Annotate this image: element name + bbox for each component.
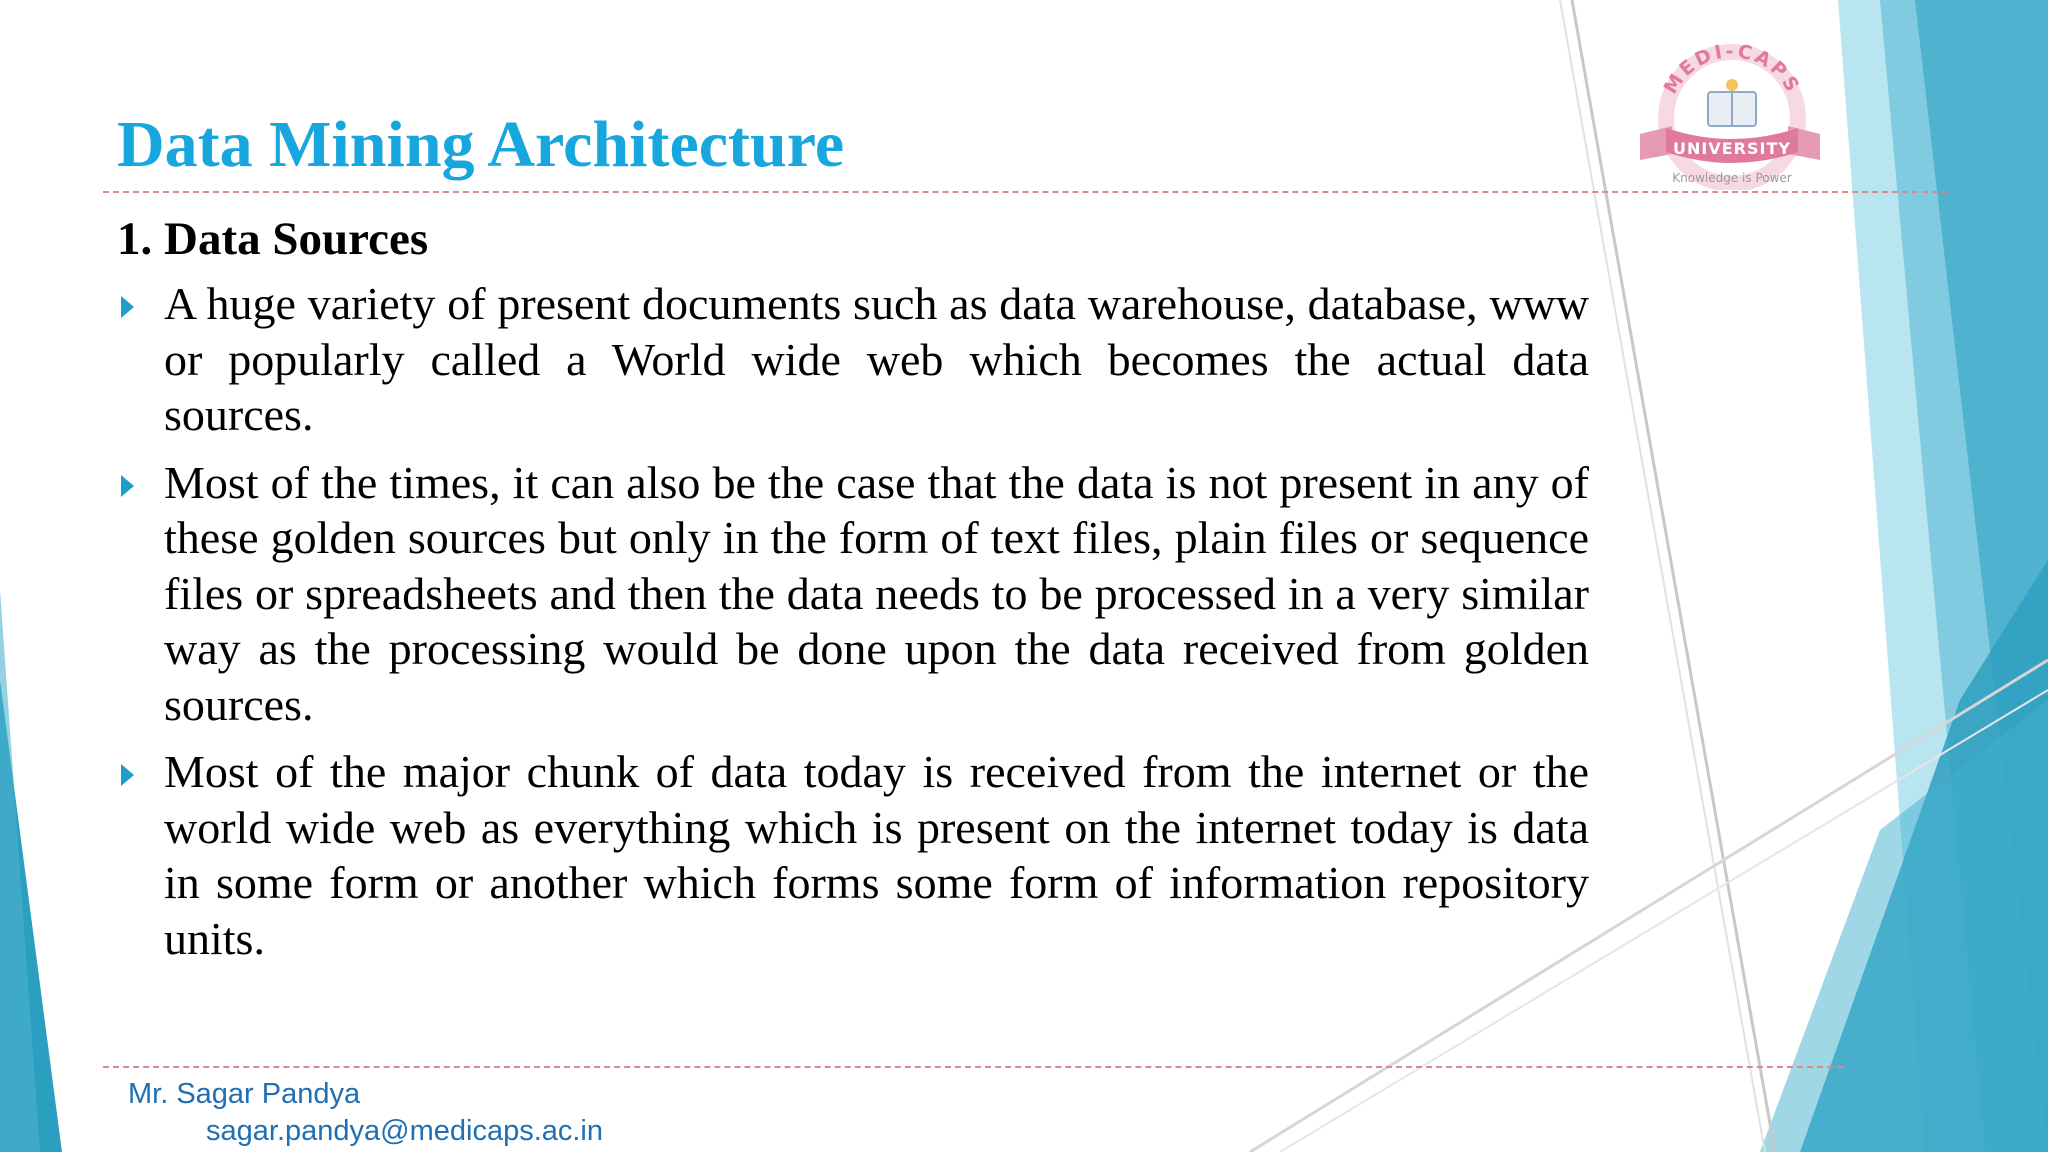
- list-item: [117, 276, 1589, 443]
- slide-title: Data Mining Architecture: [117, 108, 845, 181]
- section-heading: 1. Data Sources: [117, 213, 429, 265]
- triangle-bullet-icon: [121, 475, 134, 497]
- title-divider: [103, 191, 1948, 193]
- bullet-text: A huge variety of present documents such as data warehouse, database, www or popularly called a World wide web which becomes the actual data sources.: [164, 278, 1589, 440]
- university-logo: [1620, 30, 1840, 190]
- bullet-text: Most of the major chunk of data today is received from the internet or the world wide web as everything which is present on the internet today is data in some form or another which forms some form of information repository units.: [164, 746, 1589, 964]
- author-name: Mr. Sagar Pandya: [128, 1078, 361, 1110]
- list-item: [117, 744, 1589, 966]
- author-email: sagar.pandya@medicaps.ac.in: [206, 1115, 604, 1147]
- bullet-list: [117, 276, 1589, 978]
- bullet-text: Most of the times, it can also be the case that the data is not present in any of these golden sources but only in the form of text files, plain files or sequence files or spreadsheets and then the data needs to be processed in a very similar way as the processing would be done upon the data received from golden sources.: [164, 456, 1589, 730]
- triangle-bullet-icon: [121, 296, 134, 318]
- list-item: [117, 455, 1589, 733]
- logo-ribbon-text: UNIVERSITY: [1673, 139, 1791, 158]
- logo-arc-text: MEDI-CAPS: [1659, 40, 1805, 99]
- logo-tagline: Knowledge is Power: [1672, 171, 1792, 185]
- footer-divider: [103, 1066, 1843, 1068]
- triangle-bullet-icon: [121, 764, 134, 786]
